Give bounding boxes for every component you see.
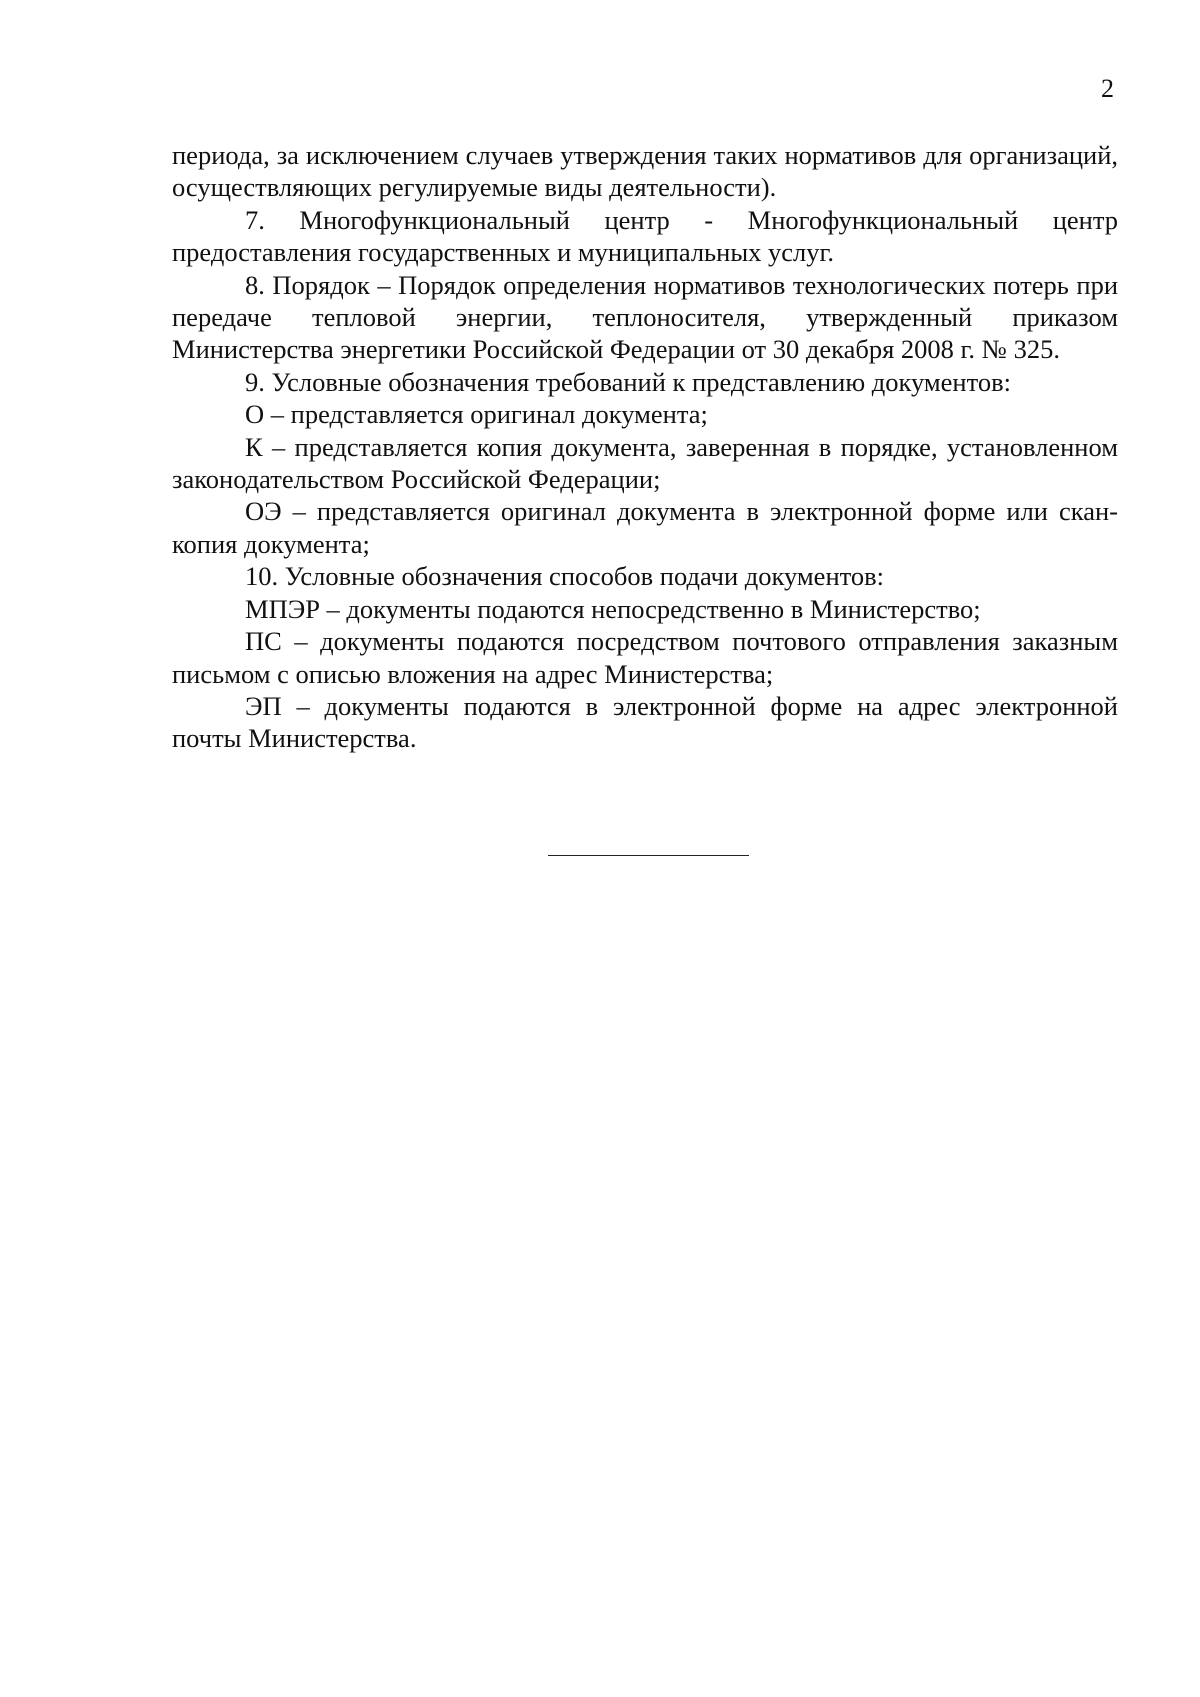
paragraph-item-8: 8. Порядок – Порядок определения нормативов технологических потерь при передаче тепловой энергии, теплоносителя, утвержденный приказом Министерства энергетики Российской Федерации от 30 декабря 2008 г. № 325.	[172, 269, 1118, 365]
paragraph-symbol-k: К – представляется копия документа, заверенная в порядке, установленном законодательством Российской Федерации;	[172, 431, 1118, 495]
paragraph-symbol-o: О – представляется оригинал документа;	[245, 399, 708, 430]
paragraph-symbol-oe: ОЭ – представляется оригинал документа в электронной форме или скан-копия документа;	[172, 496, 1118, 559]
paragraph-method-mper: МПЭР – документы подаются непосредственно в Министерство;	[245, 593, 981, 624]
paragraph-item-7: 7. Многофункциональный центр - Многофункциональный центр предоставления государственных и муниципальных услуг.	[172, 204, 1118, 268]
page-number: 2	[1101, 74, 1114, 103]
paragraph-item-10: 10. Условные обозначения способов подачи документов:	[245, 561, 884, 592]
end-separator-line	[548, 855, 749, 856]
document-body	[172, 139, 1118, 755]
paragraph-continuation: периода, за исключением случаев утверждения таких нормативов для организаций, осуществляющих регулируемые виды деятельности).	[172, 140, 1118, 203]
paragraph-item-9: 9. Условные обозначения требований к представлению документов:	[245, 366, 1011, 397]
paragraph-method-ep: ЭП – документы подаются в электронной форме на адрес электронной почты Министерства.	[172, 690, 1118, 754]
paragraph-method-ps: ПС – документы подаются посредством почтового отправления заказным письмом с описью вложения на адрес Министерства;	[172, 626, 1118, 689]
